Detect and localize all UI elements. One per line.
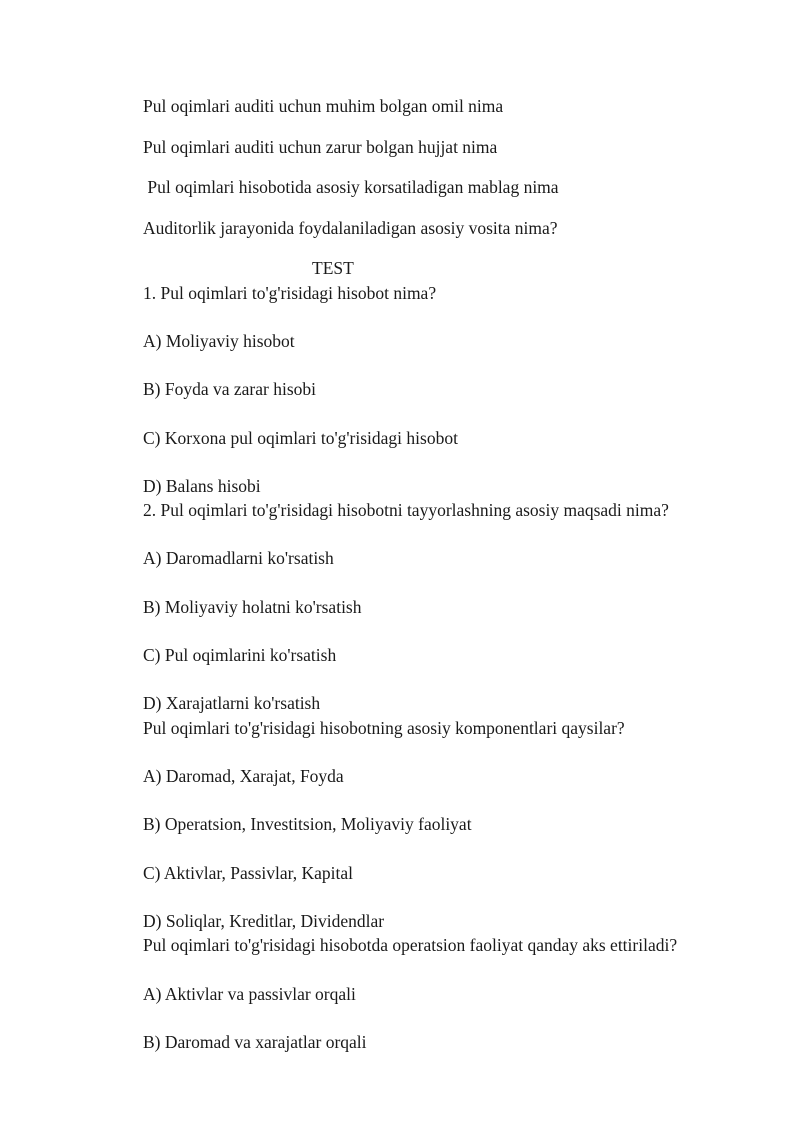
q3-option-d: D) Soliqlar, Kreditlar, Dividendlar bbox=[143, 911, 385, 931]
intro-question-2: Pul oqimlari auditi uchun zarur bolgan hujjat nima bbox=[143, 137, 498, 157]
q4-option-a: A) Aktivlar va passivlar orqali bbox=[143, 984, 356, 1004]
test-question-4: Pul oqimlari to'g'risidagi hisobotda operatsion faoliyat qanday aks ettiriladi? bbox=[143, 935, 678, 955]
q2-option-b: B) Moliyaviy holatni ko'rsatish bbox=[143, 597, 362, 617]
test-heading: TEST bbox=[312, 258, 354, 278]
test-question-3: Pul oqimlari to'g'risidagi hisobotning asosiy komponentlari qaysilar? bbox=[143, 718, 625, 738]
q1-option-d: D) Balans hisobi bbox=[143, 476, 261, 496]
q4-option-b: B) Daromad va xarajatlar orqali bbox=[143, 1032, 367, 1052]
q3-option-b: B) Operatsion, Investitsion, Moliyaviy faoliyat bbox=[143, 814, 472, 834]
q1-option-a: A) Moliyaviy hisobot bbox=[143, 331, 295, 351]
q2-option-c: C) Pul oqimlarini ko'rsatish bbox=[143, 645, 337, 665]
intro-question-3: Pul oqimlari hisobotida asosiy korsatiladigan mablag nima bbox=[143, 177, 559, 197]
intro-question-1: Pul oqimlari auditi uchun muhim bolgan omil nima bbox=[143, 96, 504, 116]
q1-option-c: C) Korxona pul oqimlari to'g'risidagi hisobot bbox=[143, 428, 458, 448]
q1-option-b: B) Foyda va zarar hisobi bbox=[143, 379, 317, 399]
q3-option-c: C) Aktivlar, Passivlar, Kapital bbox=[143, 863, 354, 883]
q3-option-a: A) Daromad, Xarajat, Foyda bbox=[143, 766, 344, 786]
q2-option-d: D) Xarajatlarni ko'rsatish bbox=[143, 693, 321, 713]
test-question-1: 1. Pul oqimlari to'g'risidagi hisobot nima? bbox=[143, 283, 437, 303]
q2-option-a: A) Daromadlarni ko'rsatish bbox=[143, 548, 334, 568]
intro-question-4: Auditorlik jarayonida foydalaniladigan asosiy vosita nima? bbox=[143, 218, 558, 238]
test-question-2: 2. Pul oqimlari to'g'risidagi hisobotni tayyorlashning asosiy maqsadi nima? bbox=[143, 500, 669, 520]
